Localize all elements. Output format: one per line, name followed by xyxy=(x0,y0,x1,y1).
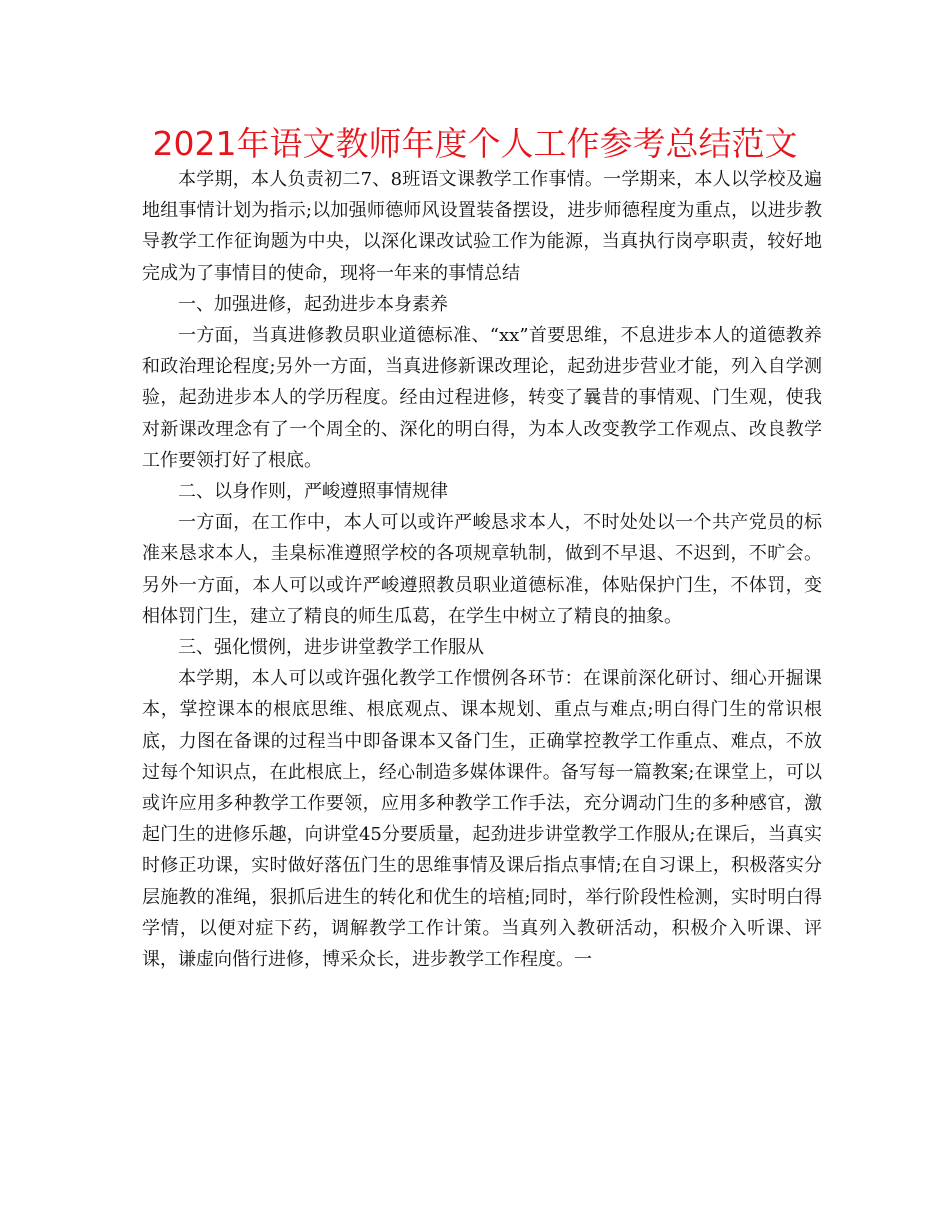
section-heading-1: 一、加强进修，起劲进步本身素养 xyxy=(178,293,448,315)
paragraph-section-2: 一方面，在工作中，本人可以或许严峻恳求本人，不时处处以一个共产党员的标准来恳求本人，圭臬标准遵照学校的各项规章轨制，做到不早退、不迟到，不旷会。另外一方面，本人可以或许严峻遵照教员职业道德标准，体贴保护门生，不体罚，变相体罚门生，建立了精良的师生瓜葛，在学生中树立了精良的抽象。 xyxy=(142,512,822,627)
paragraph-section-1: 一方面，当真进修教员职业道德标准、“xx”首要思维，不息进步本人的道德教养和政治理论程度;另外一方面，当真进修新课改理论，起劲进步营业才能，列入自学测验，起劲进步本人的学历程度。经由过程进修，转变了曩昔的事情观、门生观，使我对新课改理念有了一个周全的、深化的明白得，为本人改变教学工作观点、改良教学工作要领打好了根底。 xyxy=(142,325,822,471)
document-body xyxy=(142,164,822,975)
paragraph-intro: 本学期，本人负责初二7、8班语文课教学工作事情。一学期来，本人以学校及遍地组事情计划为指示;以加强师德师风设置装备摆设，进步师德程度为重点，以进步教导教学工作征询题为中央，以深化课改试验工作为能源，当真执行岗亭职责，较好地完成为了事情目的使命，现将一年来的事情总结 xyxy=(142,169,822,284)
document-title: 2021年语文教师年度个人工作参考总结范文 xyxy=(152,124,798,163)
paragraph-section-3: 本学期，本人可以或许强化教学工作惯例各环节：在课前深化研讨、细心开掘课本，掌控课本的根底思维、根底观点、课本规划、重点与难点;明白得门生的常识根底，力图在备课的过程当中即备课本又备门生，正确掌控教学工作重点、难点，不放过每个知识点，在此根底上，经心制造多媒体课件。备写每一篇教案;在课堂上，可以或许应用多种教学工作要领，应用多种教学工作手法，充分调动门生的多种感官，激起门生的进修乐趣，向讲堂45分要质量，起劲进步讲堂教学工作服从;在课后，当真实时修正功课，实时做好落伍门生的思维事情及课后指点事情;在自习课上，积极落实分层施教的准绳，狠抓后进生的转化和优生的培植;同时，举行阶段性检测，实时明白得学情，以便对症下药，调解教学工作计策。当真列入教研活动，积极介入听课、评课，谦虚向偕行进修，博采众长，进步教学工作程度。一 xyxy=(142,668,822,971)
section-heading-3: 三、强化惯例，进步讲堂教学工作服从 xyxy=(178,637,484,659)
section-heading-2: 二、以身作则，严峻遵照事情规律 xyxy=(178,481,448,503)
